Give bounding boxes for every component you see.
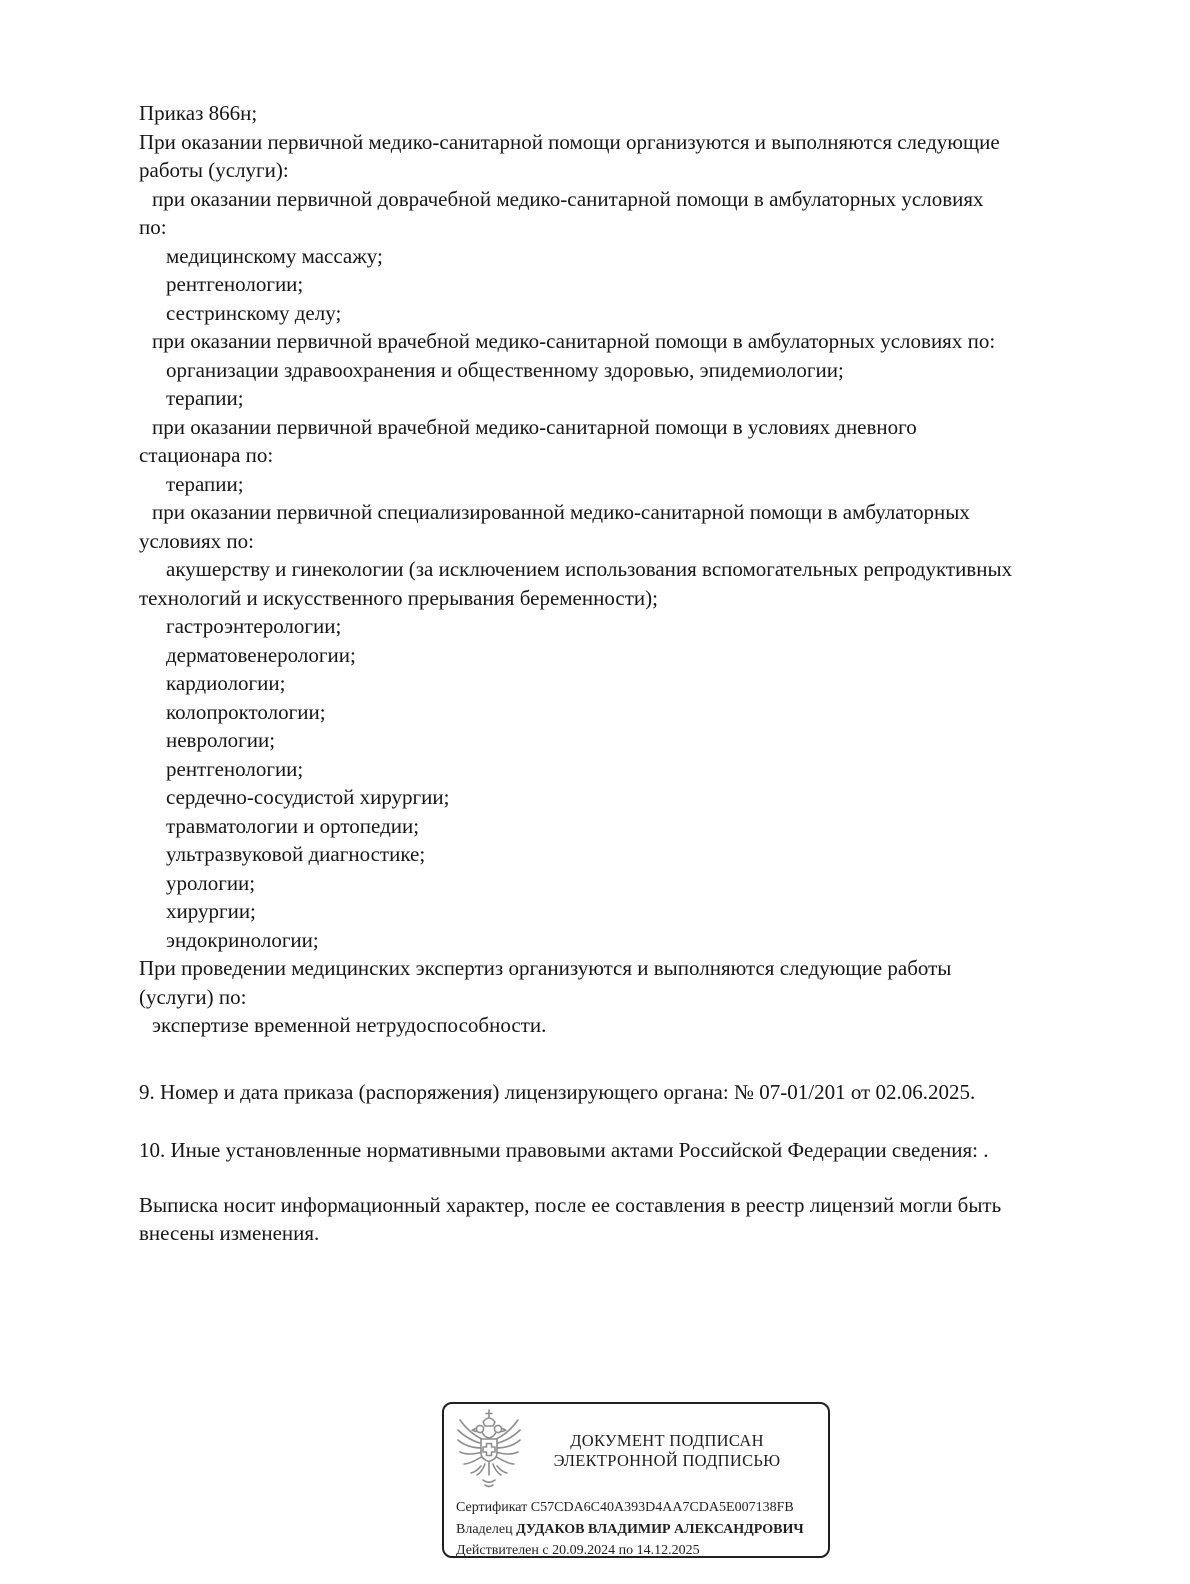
owner-line	[456, 1519, 816, 1541]
stamp-title-line1: ДОКУМЕНТ ПОДПИСАН	[570, 1430, 764, 1450]
document-line: при оказании первичной доврачебной медико-санитарной помощи в амбулаторных условиях	[152, 186, 984, 211]
stamp-title-line2: ЭЛЕКТРОННОЙ ПОДПИСЬЮ	[553, 1451, 781, 1470]
validity-line: Действителен с 20.09.2024 по 14.12.2025	[456, 1543, 700, 1558]
document-line: терапии;	[166, 386, 244, 410]
document-line: сестринскому делу;	[166, 300, 342, 325]
document-line: рентгенологии;	[166, 272, 304, 296]
document-line: при оказании первичной специализированной медико-санитарной помощи в амбулаторных	[152, 500, 970, 524]
owner-value: ДУДАКОВ ВЛАДИМИР АЛЕКСАНДРОВИЧ	[516, 1521, 804, 1537]
document-line: условиях по:	[139, 528, 254, 553]
document-line: травматологии и ортопедии;	[166, 813, 420, 838]
certificate-label: Сертификат	[456, 1500, 528, 1515]
document-line: колопроктологии;	[166, 699, 326, 724]
document-line: при оказании первичной врачебной медико-санитарной помощи в условиях дневного	[152, 414, 917, 439]
document-line: Выписка носит информационный характер, после ее составления в реестр лицензий могли быть	[139, 1192, 1002, 1217]
stamp-info	[456, 1497, 816, 1562]
document-line: 10. Иные установленные нормативными правовыми актами Российской Федерации сведения: .	[139, 1138, 989, 1162]
document-line: Приказ 866н;	[139, 101, 258, 125]
document-line: хирургии;	[166, 899, 256, 923]
document-line: При оказании первичной медико-санитарной помощи организуются и выполняются следующие	[139, 129, 1000, 154]
document-line: медицинскому массажу;	[166, 243, 383, 268]
document-line: рентгенологии;	[166, 756, 304, 781]
certificate-value: C57CDA6C40A393D4AA7CDA5E007138FB	[530, 1500, 794, 1515]
document-line: технологий и искусственного прерывания беременности);	[139, 585, 658, 610]
document-line: акушерству и гинекологии (за исключением использования вспомогательных репродуктивных	[166, 557, 1013, 581]
document-line: стационара по:	[139, 443, 274, 467]
document-line: внесены изменения.	[139, 1221, 320, 1245]
stamp-title	[522, 1431, 816, 1472]
document-line: неврологии;	[166, 728, 276, 752]
document-line: (услуги) по:	[139, 984, 247, 1009]
document-line: гастроэнтерологии;	[166, 614, 342, 638]
document-line: при оказании первичной врачебной медико-санитарной помощи в амбулаторных условиях по:	[152, 329, 996, 353]
stamp-header	[456, 1408, 816, 1494]
signature-stamp	[442, 1402, 830, 1558]
certificate-line	[456, 1497, 816, 1519]
document-line: организации здравоохранения и общественному здоровью, эпидемиологии;	[166, 357, 844, 382]
document-line: экспертизе временной нетрудоспособности.	[152, 1013, 547, 1037]
document-line: терапии;	[166, 471, 244, 496]
document-line: кардиологии;	[166, 671, 286, 695]
document-text	[139, 99, 1124, 1248]
document-line: работы (услуги):	[139, 158, 289, 182]
document-line: сердечно-сосудистой хирургии;	[166, 785, 450, 809]
document-line: 9. Номер и дата приказа (распоряжения) лицензирующего органа: № 07-01/201 от 02.06.2025.	[139, 1079, 976, 1104]
document-line: ультразвуковой диагностике;	[166, 842, 426, 866]
document-line: эндокринологии;	[166, 927, 319, 952]
document-line: по:	[139, 215, 167, 239]
roszdravnadzor-eagle-icon	[456, 1408, 522, 1494]
document-line: дерматовенерологии;	[166, 642, 356, 667]
document-line: урологии;	[166, 870, 256, 895]
document-line: При проведении медицинских экспертиз организуются и выполняются следующие работы	[139, 956, 952, 980]
owner-label: Владелец	[456, 1521, 513, 1537]
